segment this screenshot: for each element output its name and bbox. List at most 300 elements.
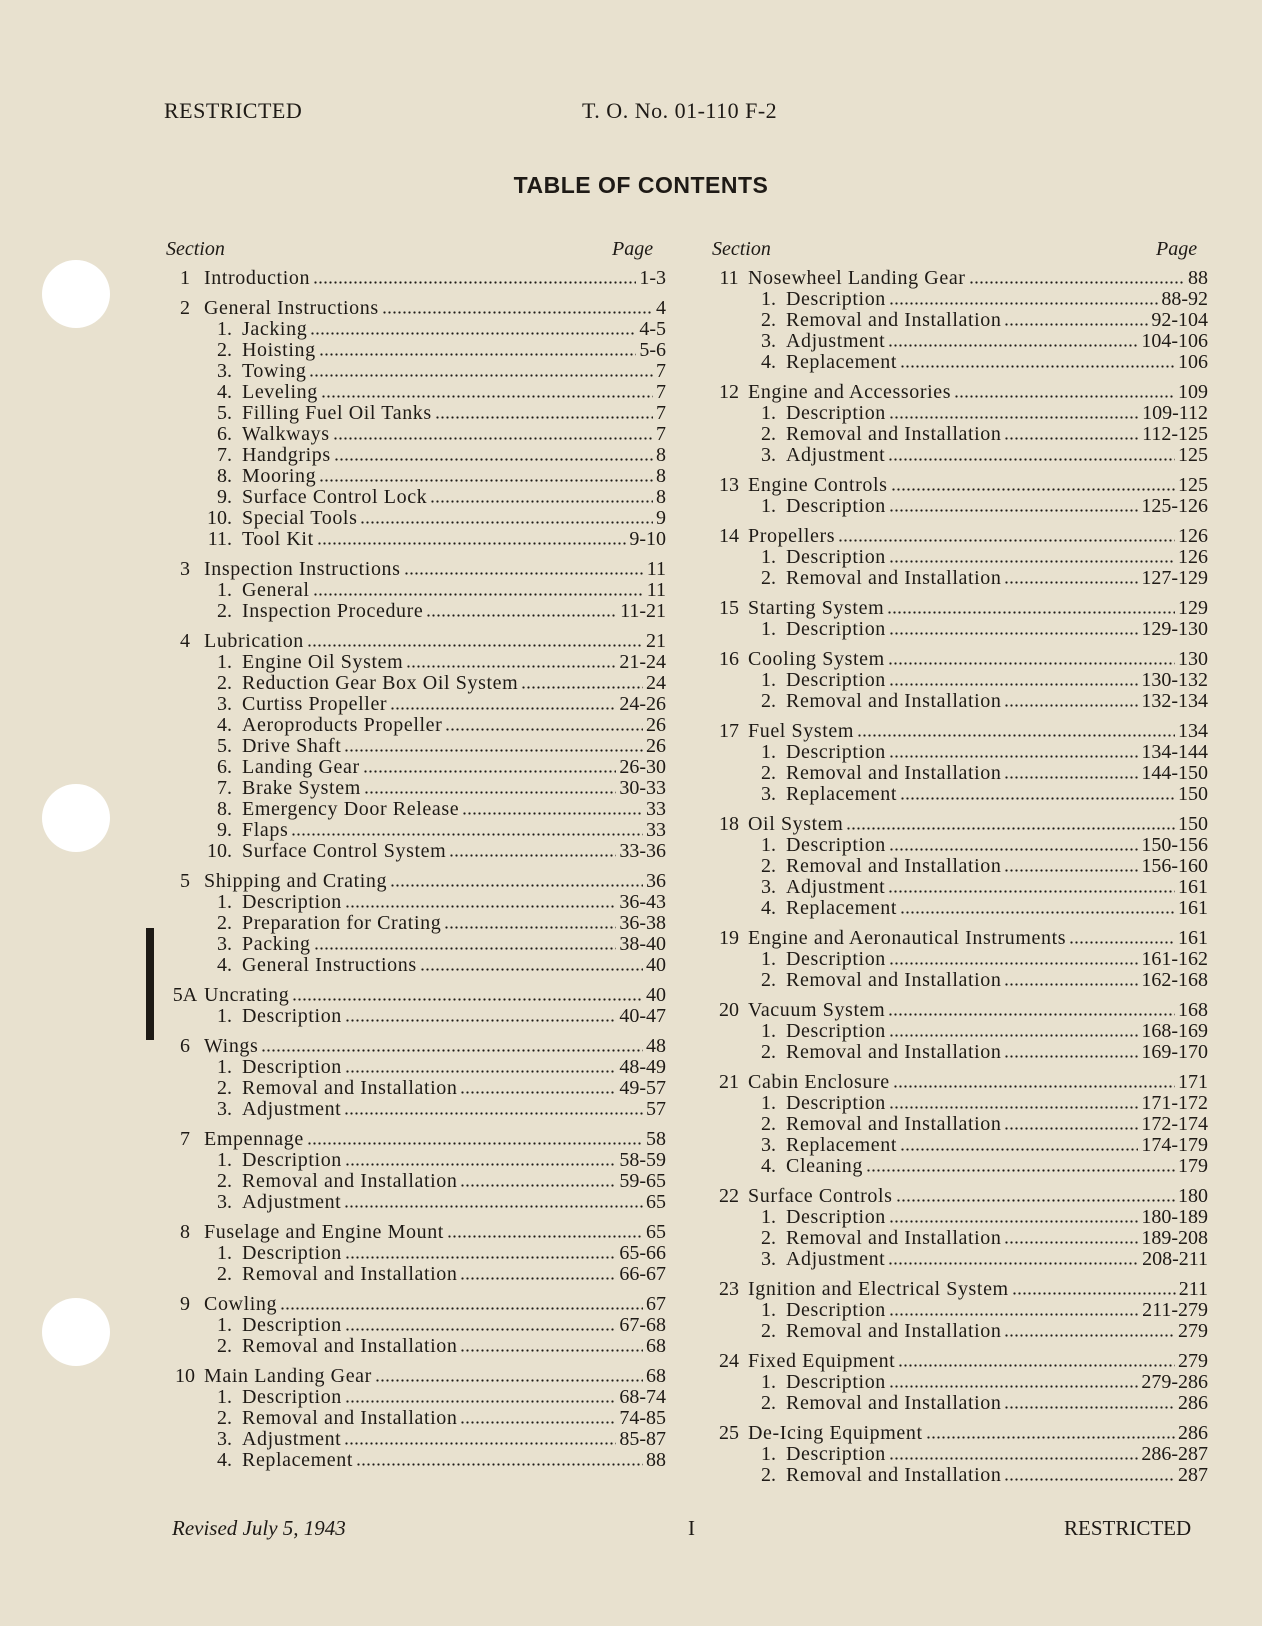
dot-leader <box>889 290 1158 305</box>
dot-leader <box>1004 764 1138 779</box>
dot-leader <box>521 674 643 689</box>
left-page-header: Page <box>612 238 654 260</box>
punch-hole <box>42 1298 110 1366</box>
toc-section <box>710 1279 1208 1342</box>
section-number: 8 <box>180 1221 190 1243</box>
dot-leader <box>309 362 653 377</box>
toc-section <box>710 1072 1208 1177</box>
section-page: 279 <box>1178 1350 1208 1372</box>
subsection-page: 66-67 <box>619 1263 666 1285</box>
subsection-number: 1. <box>761 948 776 970</box>
subsection-title: Removal and Installation <box>786 1041 1002 1063</box>
dot-leader <box>345 1316 616 1331</box>
section-number: 22 <box>719 1185 739 1207</box>
section-number: 24 <box>719 1350 739 1372</box>
subsection-number: 6. <box>217 756 232 778</box>
subsection-page: 180-189 <box>1141 1206 1208 1228</box>
dot-leader <box>317 530 627 545</box>
section-title: Uncrating <box>204 984 290 1006</box>
section-title: Main Landing Gear <box>204 1365 372 1387</box>
footer-revision-date: Revised July 5, 1943 <box>172 1516 346 1540</box>
subsection-title: Filling Fuel Oil Tanks <box>242 402 432 424</box>
subsection-page: 11 <box>646 579 666 601</box>
subsection-title: Inspection Procedure <box>242 600 424 622</box>
dot-leader <box>345 1151 616 1166</box>
subsection-title: Description <box>786 669 886 691</box>
toc-section-row <box>710 526 1208 547</box>
subsection-number: 3. <box>217 693 232 715</box>
subsection-number: 4. <box>761 351 776 373</box>
subsection-number: 4. <box>761 1155 776 1177</box>
subsection-title: Aeroproducts Propeller <box>242 714 443 736</box>
subsection-title: Adjustment <box>242 1191 342 1213</box>
dot-leader <box>889 404 1139 419</box>
dot-leader <box>1004 1229 1138 1244</box>
subsection-title: Description <box>242 1149 342 1171</box>
toc-section-row <box>166 631 666 652</box>
subsection-title: Adjustment <box>242 1428 342 1450</box>
dot-leader <box>1004 1394 1175 1409</box>
dot-leader <box>838 527 1175 542</box>
subsection-number: 2. <box>761 1464 776 1486</box>
section-page: 58 <box>646 1128 666 1150</box>
subsection-number: 3. <box>761 1248 776 1270</box>
subsection-number: 3. <box>761 444 776 466</box>
dot-leader <box>891 476 1175 491</box>
toc-subsection-row <box>166 694 666 715</box>
subsection-title: Description <box>242 1242 342 1264</box>
subsection-title: Walkways <box>242 423 330 445</box>
subsection-number: 1. <box>761 288 776 310</box>
section-page: 1-3 <box>639 267 666 289</box>
section-number: 5 <box>180 870 190 892</box>
toc-subsection-row <box>710 763 1208 784</box>
section-number: 7 <box>180 1128 190 1150</box>
subsection-page: 7 <box>656 381 666 403</box>
toc-subsection-row <box>710 496 1208 517</box>
section-page: 171 <box>1178 1071 1208 1093</box>
subsection-page: 132-134 <box>1141 690 1208 712</box>
section-title: Fuel System <box>748 720 855 742</box>
toc-subsection-row <box>166 955 666 976</box>
subsection-number: 4. <box>217 714 232 736</box>
dot-leader <box>969 269 1185 284</box>
toc-section <box>166 1129 666 1213</box>
dot-leader <box>857 722 1175 737</box>
subsection-title: Description <box>786 1092 886 1114</box>
toc-subsection-row <box>166 424 666 445</box>
subsection-page: 57 <box>646 1098 666 1120</box>
dot-leader <box>888 1001 1175 1016</box>
toc-subsection-row <box>166 1192 666 1213</box>
toc-section-row <box>710 1000 1208 1021</box>
footer-page-number: I <box>688 1516 695 1540</box>
subsection-title: Removal and Installation <box>242 1170 458 1192</box>
toc-section-row <box>710 721 1208 742</box>
toc-subsection-row <box>166 820 666 841</box>
section-title: Nosewheel Landing Gear <box>748 267 966 289</box>
subsection-number: 7. <box>217 777 232 799</box>
toc-section-row <box>710 1423 1208 1444</box>
dot-leader <box>889 671 1138 686</box>
subsection-page: 9 <box>656 507 666 529</box>
toc-section-row <box>710 598 1208 619</box>
subsection-number: 2. <box>217 1077 232 1099</box>
toc-subsection-row <box>710 331 1208 352</box>
dot-leader <box>893 1073 1175 1088</box>
subsection-page: 88-92 <box>1161 288 1208 310</box>
toc-subsection-row <box>166 319 666 340</box>
subsection-page: 286-287 <box>1141 1443 1208 1465</box>
subsection-number: 2. <box>217 339 232 361</box>
toc-subsection-row <box>166 361 666 382</box>
toc-section <box>710 1423 1208 1486</box>
toc-section-row <box>710 814 1208 835</box>
toc-subsection-row <box>710 877 1208 898</box>
toc-section <box>166 985 666 1027</box>
section-title: Cowling <box>204 1293 278 1315</box>
dot-leader <box>1004 971 1138 986</box>
subsection-title: Description <box>786 1443 886 1465</box>
section-title: Fuselage and Engine Mount <box>204 1221 444 1243</box>
section-number: 12 <box>719 381 739 403</box>
dot-leader <box>313 581 644 596</box>
section-page: 134 <box>1178 720 1208 742</box>
dot-leader <box>426 602 617 617</box>
subsection-title: Description <box>786 1020 886 1042</box>
section-title: General Instructions <box>204 297 379 319</box>
dot-leader <box>889 1373 1138 1388</box>
subsection-page: 279-286 <box>1141 1371 1208 1393</box>
toc-section <box>710 814 1208 919</box>
toc-subsection-row <box>166 529 666 550</box>
toc-section-row <box>166 268 666 289</box>
right-section-header: Section <box>712 238 771 260</box>
section-title: Introduction <box>204 267 311 289</box>
subsection-number: 2. <box>761 1113 776 1135</box>
subsection-page: 144-150 <box>1141 762 1208 784</box>
subsection-page: 11-21 <box>620 600 666 622</box>
toc-subsection-row <box>710 1228 1208 1249</box>
subsection-number: 4. <box>217 381 232 403</box>
section-page: 168 <box>1178 999 1208 1021</box>
subsection-title: Brake System <box>242 777 361 799</box>
toc-section-row <box>166 559 666 580</box>
toc-subsection-row <box>166 403 666 424</box>
subsection-number: 2. <box>761 1320 776 1342</box>
toc-subsection-row <box>710 691 1208 712</box>
subsection-page: 287 <box>1178 1464 1208 1486</box>
toc-subsection-row <box>710 352 1208 373</box>
section-number: 2 <box>180 297 190 319</box>
subsection-page: 189-208 <box>1141 1227 1208 1249</box>
section-title: Cabin Enclosure <box>748 1071 890 1093</box>
subsection-title: Replacement <box>786 783 897 805</box>
subsection-number: 4. <box>217 1449 232 1471</box>
toc-subsection-row <box>166 1243 666 1264</box>
dot-leader <box>889 1301 1139 1316</box>
subsection-title: Removal and Installation <box>786 762 1002 784</box>
dot-leader <box>898 1352 1175 1367</box>
subsection-title: Removal and Installation <box>786 567 1002 589</box>
subsection-title: Adjustment <box>786 330 886 352</box>
dot-leader <box>344 1100 643 1115</box>
subsection-number: 2. <box>761 969 776 991</box>
dot-leader <box>319 467 653 482</box>
toc-subsection-row <box>166 1315 666 1336</box>
toc-subsection-row <box>166 580 666 601</box>
section-title: Wings <box>204 1035 259 1057</box>
toc-subsection-row <box>710 403 1208 424</box>
subsection-title: Description <box>786 741 886 763</box>
section-page: 130 <box>1178 648 1208 670</box>
dot-leader <box>334 446 653 461</box>
subsection-page: 174-179 <box>1141 1134 1208 1156</box>
dot-leader <box>889 1094 1138 1109</box>
subsection-title: Hoisting <box>242 339 316 361</box>
subsection-page: 171-172 <box>1141 1092 1208 1114</box>
dot-leader <box>954 383 1175 398</box>
section-title: Starting System <box>748 597 885 619</box>
toc-subsection-row <box>166 673 666 694</box>
dot-leader <box>375 1367 643 1382</box>
toc-subsection-row <box>166 340 666 361</box>
subsection-title: Adjustment <box>786 876 886 898</box>
subsection-title: Packing <box>242 933 311 955</box>
subsection-page: 150 <box>1178 783 1208 805</box>
subsection-number: 3. <box>761 330 776 352</box>
section-number: 25 <box>719 1422 739 1444</box>
toc-section <box>710 598 1208 640</box>
subsection-title: Description <box>242 1005 342 1027</box>
dot-leader <box>390 695 616 710</box>
section-number: 23 <box>719 1278 739 1300</box>
dot-leader <box>390 872 643 887</box>
section-page: 286 <box>1178 1422 1208 1444</box>
section-number: 18 <box>719 813 739 835</box>
toc-section <box>710 1351 1208 1414</box>
subsection-title: General <box>242 579 310 601</box>
toc-section-row <box>166 1129 666 1150</box>
subsection-page: 33 <box>646 819 666 841</box>
punch-hole <box>42 784 110 852</box>
section-number: 3 <box>180 558 190 580</box>
subsection-page: 161-162 <box>1141 948 1208 970</box>
subsection-title: Jacking <box>242 318 308 340</box>
subsection-number: 1. <box>761 1299 776 1321</box>
dot-leader <box>430 488 653 503</box>
dot-leader <box>356 1451 643 1466</box>
toc-subsection-row <box>166 934 666 955</box>
subsection-title: Removal and Installation <box>786 690 1002 712</box>
dot-leader <box>406 653 616 668</box>
subsection-page: 67-68 <box>619 1314 666 1336</box>
section-title: Surface Controls <box>748 1185 893 1207</box>
subsection-title: Replacement <box>786 351 897 373</box>
footer-classification: RESTRICTED <box>1064 1516 1192 1540</box>
dot-leader <box>345 893 616 908</box>
section-page: 180 <box>1178 1185 1208 1207</box>
section-number: 15 <box>719 597 739 619</box>
toc-subsection-row <box>166 892 666 913</box>
toc-subsection-row <box>166 736 666 757</box>
subsection-number: 3. <box>217 933 232 955</box>
subsection-title: Removal and Installation <box>242 1077 458 1099</box>
subsection-page: 162-168 <box>1141 969 1208 991</box>
subsection-number: 1. <box>761 1020 776 1042</box>
dot-leader <box>364 779 616 794</box>
subsection-page: 8 <box>656 465 666 487</box>
toc-subsection-row <box>166 1387 666 1408</box>
toc-subsection-row <box>166 1006 666 1027</box>
subsection-page: 33 <box>646 798 666 820</box>
subsection-title: Description <box>786 546 886 568</box>
dot-leader <box>333 425 653 440</box>
subsection-page: 92-104 <box>1151 309 1208 331</box>
subsection-page: 26-30 <box>619 756 666 778</box>
section-page: 21 <box>646 630 666 652</box>
subsection-title: Removal and Installation <box>786 309 1002 331</box>
subsection-number: 8. <box>217 798 232 820</box>
toc-section-row <box>710 1186 1208 1207</box>
section-number: 19 <box>719 927 739 949</box>
right-page-header: Page <box>1156 238 1198 260</box>
toc-subsection-row <box>710 1093 1208 1114</box>
subsection-page: 104-106 <box>1141 330 1208 352</box>
subsection-title: Handgrips <box>242 444 331 466</box>
dot-leader <box>889 836 1138 851</box>
toc-subsection-row <box>166 1408 666 1429</box>
subsection-page: 172-174 <box>1141 1113 1208 1135</box>
subsection-page: 112-125 <box>1142 423 1208 445</box>
subsection-number: 2. <box>761 690 776 712</box>
subsection-page: 286 <box>1178 1392 1208 1414</box>
toc-subsection-row <box>166 715 666 736</box>
subsection-title: Description <box>786 948 886 970</box>
subsection-number: 9. <box>217 819 232 841</box>
toc-section-row <box>710 649 1208 670</box>
subsection-title: Removal and Installation <box>786 1320 1002 1342</box>
subsection-number: 3. <box>761 783 776 805</box>
subsection-number: 2. <box>217 1263 232 1285</box>
subsection-title: Emergency Door Release <box>242 798 460 820</box>
dot-leader <box>1004 1043 1138 1058</box>
subsection-number: 1. <box>761 1443 776 1465</box>
section-page: 68 <box>646 1365 666 1387</box>
dot-leader <box>1004 425 1139 440</box>
dot-leader <box>314 935 617 950</box>
dot-leader <box>1069 929 1175 944</box>
subsection-number: 1. <box>761 1092 776 1114</box>
dot-leader <box>889 950 1138 965</box>
subsection-number: 2. <box>761 1227 776 1249</box>
toc-section-row <box>710 268 1208 289</box>
toc-subsection-row <box>166 445 666 466</box>
section-number: 16 <box>719 648 739 670</box>
subsection-page: 33-36 <box>619 840 666 862</box>
subsection-title: Removal and Installation <box>786 423 1002 445</box>
subsection-title: Curtiss Propeller <box>242 693 388 715</box>
subsection-number: 1. <box>217 579 232 601</box>
toc-section-row <box>166 1294 666 1315</box>
subsection-page: 5-6 <box>639 339 666 361</box>
subsection-page: 168-169 <box>1141 1020 1208 1042</box>
toc-section <box>166 298 666 550</box>
toc-section-row <box>710 382 1208 403</box>
subsection-title: Removal and Installation <box>786 1227 1002 1249</box>
subsection-title: Landing Gear <box>242 756 360 778</box>
subsection-title: General Instructions <box>242 954 417 976</box>
toc-subsection-row <box>166 652 666 673</box>
subsection-page: 9-10 <box>629 528 666 550</box>
section-number: 11 <box>719 267 739 289</box>
header-classification: RESTRICTED <box>164 98 303 123</box>
toc-section <box>710 526 1208 589</box>
dot-leader <box>900 899 1175 914</box>
dot-leader <box>1004 1466 1175 1481</box>
subsection-number: 3. <box>761 876 776 898</box>
subsection-number: 1. <box>761 1206 776 1228</box>
section-title: Empennage <box>204 1128 304 1150</box>
subsection-number: 2. <box>761 309 776 331</box>
dot-leader <box>900 1136 1138 1151</box>
subsection-page: 156-160 <box>1141 855 1208 877</box>
dot-leader <box>1004 857 1138 872</box>
subsection-title: Removal and Installation <box>786 1113 1002 1135</box>
subsection-title: Surface Control System <box>242 840 447 862</box>
dot-leader <box>460 1079 616 1094</box>
subsection-page: 211-279 <box>1142 1299 1208 1321</box>
dot-leader <box>888 650 1175 665</box>
subsection-number: 2. <box>217 672 232 694</box>
subsection-title: Engine Oil System <box>242 651 404 673</box>
dot-leader <box>444 914 616 929</box>
toc-section <box>166 1222 666 1285</box>
subsection-title: Replacement <box>786 897 897 919</box>
toc-subsection-row <box>710 1156 1208 1177</box>
subsection-page: 21-24 <box>619 651 666 673</box>
section-title: Lubrication <box>204 630 304 652</box>
dot-leader <box>345 1244 616 1259</box>
toc-section-row <box>710 1351 1208 1372</box>
section-page: 150 <box>1178 813 1208 835</box>
subsection-page: 129-130 <box>1141 618 1208 640</box>
subsection-title: Removal and Installation <box>786 1464 1002 1486</box>
subsection-page: 30-33 <box>619 777 666 799</box>
dot-leader <box>888 332 1138 347</box>
subsection-number: 3. <box>761 1134 776 1156</box>
toc-section-row <box>166 1366 666 1387</box>
subsection-number: 3. <box>217 1098 232 1120</box>
toc-section-row <box>166 985 666 1006</box>
section-title: Shipping and Crating <box>204 870 388 892</box>
subsection-number: 1. <box>217 1149 232 1171</box>
dot-leader <box>360 509 653 524</box>
toc-subsection-row <box>710 949 1208 970</box>
subsection-number: 1. <box>761 618 776 640</box>
subsection-title: Description <box>786 495 886 517</box>
section-title: Engine and Accessories <box>748 381 952 403</box>
subsection-page: 74-85 <box>619 1407 666 1429</box>
dot-leader <box>307 1130 643 1145</box>
subsection-page: 48-49 <box>619 1056 666 1078</box>
section-title: Ignition and Electrical System <box>748 1278 1009 1300</box>
toc-subsection-row <box>166 1150 666 1171</box>
subsection-number: 1. <box>217 1386 232 1408</box>
dot-leader <box>363 758 617 773</box>
dot-leader <box>900 353 1175 368</box>
subsection-title: Removal and Installation <box>786 855 1002 877</box>
